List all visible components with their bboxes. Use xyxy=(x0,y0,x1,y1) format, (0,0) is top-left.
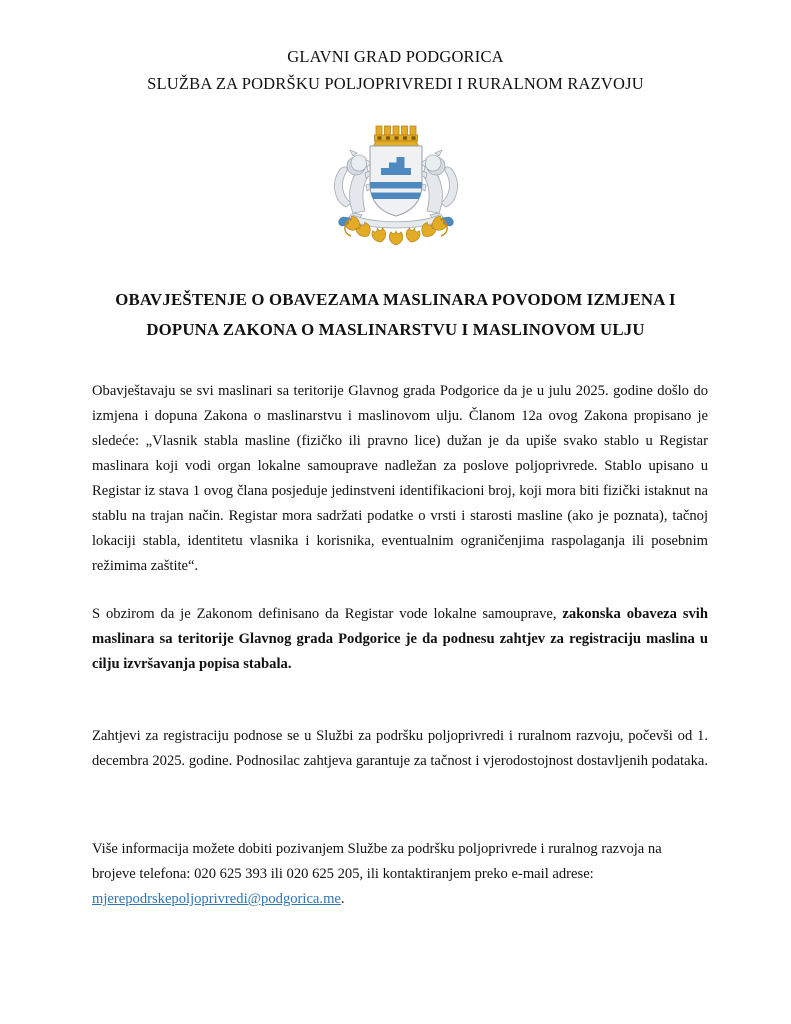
paragraph-submission-text: Zahtjevi za registraciju podnose se u Službi za podršku poljoprivredi i ruralnom razvoju, počevši od 1. decembra 2025. godine. Podnosilac zahtjeva garantuje za tačnost i vjerodostojnost dostavljenih podataka. xyxy=(92,728,709,769)
paragraph-law-changes-text: Obavještavaju se svi maslinari sa teritorije Glavnog grada Podgorice da je u julu 2025. godine došlo do izmjena i dopuna Zakona o maslinarstvu i maslinovom ulju. Članom 12a ovog Zakona propisano je sledeće: „Vlasnik stabla masline (fizičko ili pravno lice) dužan je da upiše svako stablo u Registar maslinara koji vodi organ lokalne samouprave nadležan za poslove poljoprivrede. Stablo upisano u Registar iz stava 1 ovog člana posjeduje jedinstveni identifikacioni broj, koji mora biti fizički istaknut na stablu na trajan način. Registar mora sadržati podatke o vrsti i starosti masline (ako je poznata), tačnoj lokaciji stabla, identitetu vlasnika i korisnika, eventualnim ograničenjima raspolaganja ili posebnim režimima zaštite“. xyxy=(92,383,708,574)
org-department: SLUŽBA ZA PODRŠKU POLJOPRIVREDI I RURALNOM RAZVOJU xyxy=(147,74,644,93)
paragraph-contact xyxy=(92,837,708,912)
document-title xyxy=(60,285,731,345)
paragraph-obligation-bold-text: zakonska obaveza svih maslinara sa teritorije Glavnog grada Podgorice je da podnesu zahtjev za registraciju maslina u cilju izvršavanja popisa stabala. xyxy=(92,606,708,672)
paragraph-contact-period: . xyxy=(340,891,345,907)
paragraph-obligation-text: S obzirom da je Zakonom definisano da Registar vode lokalne samouprave, xyxy=(92,606,563,622)
org-name: GLAVNI GRAD PODGORICA xyxy=(287,47,504,66)
email-link[interactable]: mjerepodrskepoljoprivredi@podgorica.me xyxy=(92,891,341,907)
paragraph-submission xyxy=(92,724,708,774)
podgorica-coat-of-arms-icon xyxy=(326,121,466,253)
title-line-1: OBAVJEŠTENJE O OBAVEZAMA MASLINARA POVODOM IZMJENA I xyxy=(115,290,676,309)
paragraph-contact-text: Više informacija možete dobiti pozivanjem Službe za podršku poljoprivrede i ruralnog razvoja na brojeve telefona: 020 625 393 ili 020 625 205, ili kontaktiranjem preko e-mail adrese: xyxy=(92,841,662,882)
paragraph-law-changes xyxy=(92,379,708,579)
paragraph-obligation xyxy=(92,602,708,677)
document-header xyxy=(0,43,791,97)
title-line-2: DOPUNA ZAKONA O MASLINARSTVU I MASLINOVOM ULJU xyxy=(146,320,645,339)
